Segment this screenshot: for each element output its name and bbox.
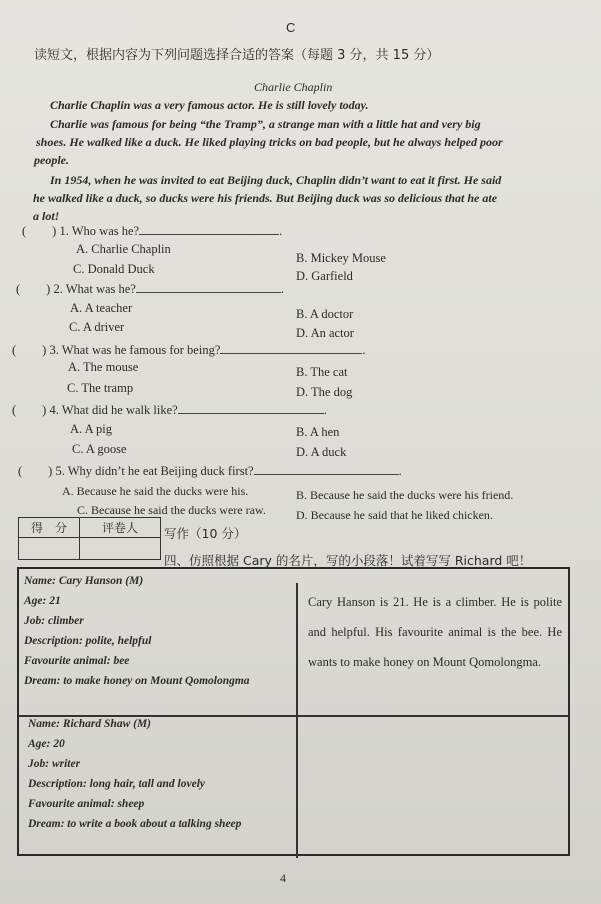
- score-label: 得 分: [19, 518, 80, 538]
- question-number: 1.: [59, 224, 69, 238]
- option-a[interactable]: A. The mouse: [68, 360, 139, 374]
- passage-line: Charlie was famous for being “the Tramp”, a strange man with a little hat and very big: [50, 117, 481, 131]
- option-c[interactable]: C. The tramp: [67, 381, 134, 395]
- answer-bracket-close: ): [48, 464, 53, 478]
- question-text: What was he?: [65, 282, 136, 296]
- grader-cell[interactable]: [80, 538, 161, 560]
- option-c[interactable]: C. A driver: [69, 320, 125, 334]
- answer-bracket-close: ): [52, 224, 57, 238]
- answer-bracket-close: ): [42, 403, 47, 417]
- question-2: ( ) 2. What was he? .: [16, 282, 284, 296]
- grader-label: 评卷人: [80, 518, 161, 538]
- section-letter: C: [286, 20, 296, 35]
- writing-label: 写作（10 分）: [164, 526, 247, 541]
- reading-instruction: 读短文，根据内容为下列问题选择合适的答案（每题 3 分，共 15 分）: [34, 48, 440, 63]
- writing-task: 四、仿照根据 Cary 的名片，写的小段落！试着写写 Richard 吧！: [164, 553, 532, 568]
- grid-divider-vertical: [296, 583, 298, 858]
- question-3: ( ) 3. What was he famous for being? .: [12, 343, 366, 357]
- option-b[interactable]: B. Mickey Mouse: [296, 251, 386, 265]
- card-job: climber: [47, 615, 84, 627]
- answer-bracket-open[interactable]: (: [16, 282, 21, 296]
- question-text: Why didn’t he eat Beijing duck first?: [67, 464, 254, 478]
- card-name: Cary Hanson (M): [58, 575, 144, 587]
- answer-bracket-close: ): [46, 282, 51, 296]
- card-animal: sheep: [117, 798, 145, 810]
- card-name: Richard Shaw (M): [62, 718, 151, 730]
- answer-blank: [254, 462, 399, 475]
- sample-paragraph: Cary Hanson is 21. He is a climber. He is polite and helpful. His favourite animal is the bee. He wants to make honey on Mount Qomolongma.: [308, 595, 562, 669]
- answer-writing-area[interactable]: [300, 722, 562, 852]
- page-number: 4: [280, 871, 286, 885]
- option-b[interactable]: B. A doctor: [296, 307, 354, 321]
- question-number: 4.: [49, 403, 59, 417]
- card-job: writer: [51, 758, 81, 770]
- answer-bracket-open[interactable]: (: [12, 403, 17, 417]
- option-b[interactable]: B. The cat: [296, 365, 348, 379]
- card-description: long hair, tall and lovely: [89, 778, 205, 790]
- passage-line: a lot!: [33, 209, 60, 223]
- card-richard: Name: Richard Shaw (M) Age: 20 Job: writer Description: long hair, tall and lovely Favourite animal: sheep Dream: to write a book about a talking sheep: [28, 718, 242, 830]
- answer-bracket-open[interactable]: (: [18, 464, 23, 478]
- card-age: 20: [53, 738, 65, 750]
- answer-blank: [178, 401, 324, 414]
- option-c[interactable]: C. Because he said the ducks were raw.: [77, 503, 266, 517]
- passage-line: people.: [34, 153, 69, 167]
- card-dream: to make honey on Mount Qomolongma: [63, 675, 250, 687]
- card-age: 21: [49, 595, 61, 607]
- question-text: What did he walk like?: [61, 403, 178, 417]
- question-text: Who was he?: [71, 224, 140, 238]
- option-d[interactable]: D. Because he said that he liked chicken.: [296, 508, 493, 522]
- option-a[interactable]: A. Charlie Chaplin: [76, 242, 171, 256]
- passage-line: he walked like a duck, so ducks were his friends. But Beijing duck was so delicious that he ate: [33, 191, 498, 205]
- answer-blank: [139, 222, 279, 235]
- passage-line: Charlie Chaplin was a very famous actor. He is still lovely today.: [50, 98, 369, 112]
- option-a[interactable]: A. Because he said the ducks were his.: [62, 484, 249, 498]
- option-c[interactable]: C. A goose: [72, 442, 127, 456]
- answer-bracket-open[interactable]: (: [12, 343, 17, 357]
- question-number: 2.: [53, 282, 63, 296]
- answer-blank: [220, 341, 362, 354]
- answer-bracket-close: ): [42, 343, 47, 357]
- card-cary: Name: Cary Hanson (M) Age: 21 Job: climber Description: polite, helpful Favourite animal: bee Dream: to make honey on Mount Qomolongma: [24, 575, 250, 687]
- option-a[interactable]: A. A teacher: [70, 301, 133, 315]
- answer-bracket-open[interactable]: (: [22, 224, 27, 238]
- card-description: polite, helpful: [85, 635, 152, 647]
- passage-line: In 1954, when he was invited to eat Beijing duck, Chaplin didn’t want to eat it first. He said: [50, 173, 502, 187]
- option-c[interactable]: C. Donald Duck: [73, 262, 155, 276]
- card-dream: to write a book about a talking sheep: [67, 818, 242, 830]
- question-number: 3.: [49, 343, 59, 357]
- passage-title: Charlie Chaplin: [254, 80, 333, 94]
- question-text: What was he famous for being?: [61, 343, 221, 357]
- card-animal: bee: [113, 655, 130, 667]
- score-table: [18, 517, 161, 560]
- question-4: ( ) 4. What did he walk like? .: [12, 403, 327, 417]
- option-d[interactable]: D. A duck: [296, 445, 347, 459]
- option-d[interactable]: D. Garfield: [296, 269, 353, 283]
- option-b[interactable]: B. Because he said the ducks were his friend.: [296, 488, 514, 502]
- option-d[interactable]: D. The dog: [296, 385, 353, 399]
- question-number: 5.: [55, 464, 65, 478]
- option-b[interactable]: B. A hen: [296, 425, 340, 439]
- answer-blank: [136, 280, 281, 293]
- question-5: ( ) 5. Why didn’t he eat Beijing duck first? .: [18, 464, 402, 478]
- option-d[interactable]: D. An actor: [296, 326, 354, 340]
- passage-line: shoes. He walked like a duck. He liked playing tricks on bad people, but he always helped poor: [36, 135, 503, 149]
- score-cell[interactable]: [19, 538, 80, 560]
- question-1: ( ) 1. Who was he? .: [22, 224, 283, 238]
- option-a[interactable]: A. A pig: [70, 422, 113, 436]
